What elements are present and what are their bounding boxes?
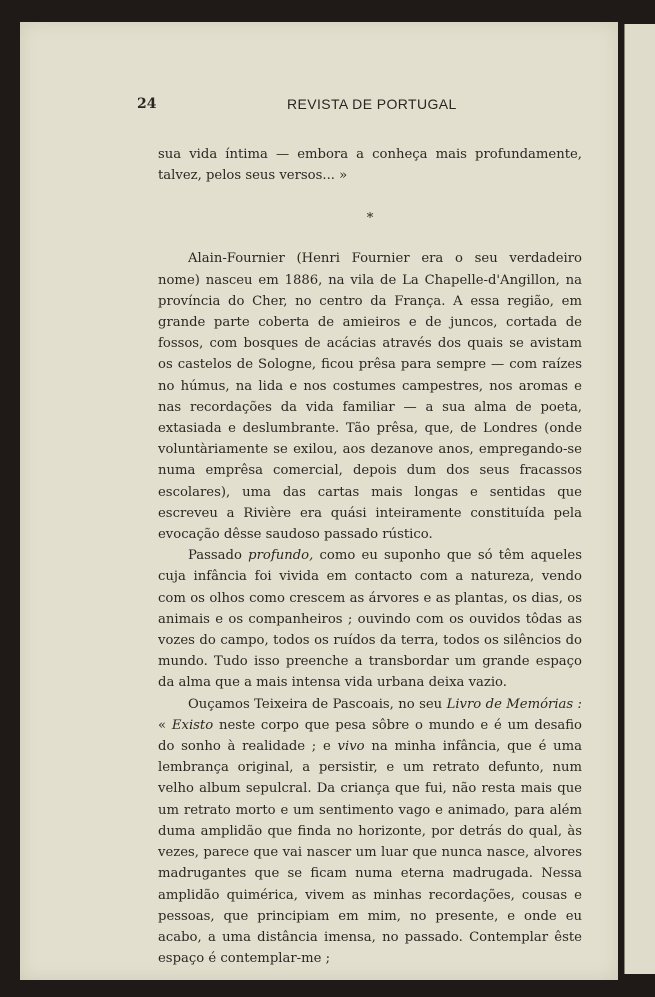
text-run: Ouçamos Teixeira de Pascoais, no seu: [188, 696, 447, 712]
running-title: REVISTA DE PORTUGAL: [287, 96, 457, 112]
emphasis-vivo: vivo: [337, 739, 365, 755]
page-number: 24: [137, 96, 157, 112]
emphasis-profundo: profundo,: [248, 548, 314, 564]
text-run: como eu suponho que só têm aqueles cuja infância foi vivida em contacto com a natureza, vendo com os olhos como crescem as árvores e as plantas, os dias, os animais e os companheiros ; ouvindo com os ouvidos tôdas as vozes do campo, todos os ruídos da terra, todos os silêncios do mundo. Tudo isso preenche a transbordar um grande espaço da alma que a mais intensa vida urbana deixa vazio.: [158, 548, 582, 691]
emphasis-existo: Existo: [171, 717, 214, 733]
text-run: na minha infância, que é uma lembrança original, a persistir, e um retrato defunto, num velho album sepulcral. Da criança que fui, não resta mais que um retrato morto e um sentimento vago e animado, para além duma amplidão que finda no horizonte, por detrás do qual, às vezes, parece que vai nascer um luar que nunca nasce, alvores madrugantes que se ficam numa eterna madrugada. Nessa amplidão quimérica, vivem as minhas recordações, cousas e pessoas, que principiam em mim, no presente, e onde eu acabo, a uma distância imensa, no passado. Contemplar êste espaço é contemplar-me ;: [158, 739, 583, 967]
paragraph-pascoais-quote: [158, 694, 582, 970]
next-page-edge: [624, 24, 655, 974]
text-run: Passado: [188, 548, 249, 564]
page-header: [137, 95, 577, 117]
book-title: Livro de Memórias :: [446, 696, 582, 712]
section-separator: *: [366, 211, 374, 227]
text-run: «: [158, 717, 172, 733]
paragraph-passado-profundo: [158, 545, 582, 693]
paragraph-continuation: sua vida íntima — embora a conheça mais profundamente, talvez, pelos seus versos... »: [158, 147, 582, 184]
body-text: [158, 144, 582, 969]
text-run: neste corpo que pesa sôbre o mundo e é um desafio do sonho à realidade ; e: [158, 717, 582, 755]
paragraph-alain-fournier: Alain-Fournier (Henri Fournier era o seu verdadeiro nome) nasceu em 1886, na vila de La Chapelle-d'Angillon, na província do Cher, no centro da França. A essa região, em grande parte coberta de amieiros e de juncos, cortada de fossos, com bosques de acácias através dos quais se avistam os castelos de Sologne, ficou prêsa para sempre — com raízes no húmus, na lida e nos costumes campestres, nos aromas e nas recordações da vida familiar — a sua alma de poeta, extasiada e deslumbrante. Tão prêsa, que, de Londres (onde voluntàriamente se exilou, aos dezanove anos, empregando-se numa emprêsa comercial, depois dum dos seus fracassos escolares), uma das cartas mais longas e sentidas que escreveu a Rivière era quási inteiramente constituída pela evocação dêsse saudoso passado rústico.: [158, 251, 582, 543]
